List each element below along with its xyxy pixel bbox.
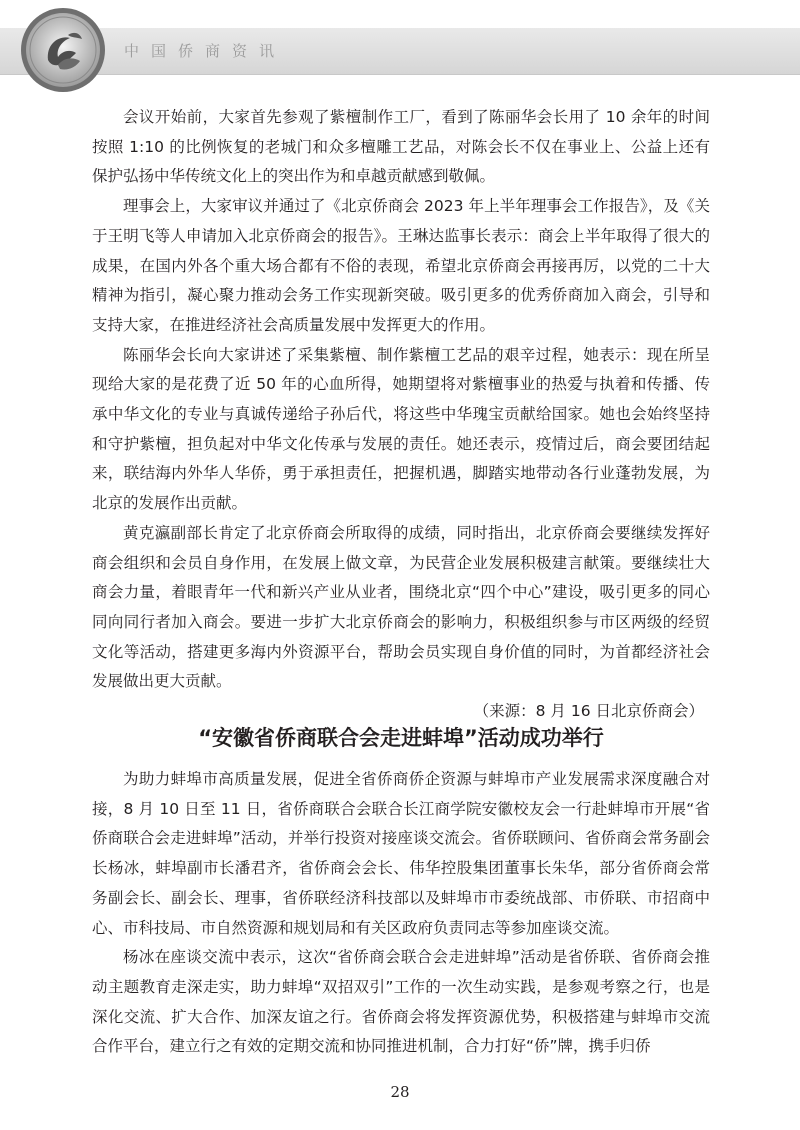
article-title: “安徽省侨商联合会走进蚌埠”活动成功举行 bbox=[198, 726, 604, 750]
page-number: 28 bbox=[390, 1083, 410, 1101]
article-body bbox=[92, 765, 710, 1062]
paragraph: 为助力蚌埠市高质量发展，促进全省侨商侨企资源与蚌埠市产业发展需求深度融合对接，8 月 10 日至 11 日，省侨商联合会联合长江商学院安徽校友会一行赴蚌埠市开展“省侨商联合会走进蚌埠”活动，并举行投资对接座谈交流会。省侨联顾问、省侨商会常务副会长杨冰，蚌埠副市长潘君齐，省侨商会会长、伟华控股集团董事长朱华，部分省侨商会常务副会长、副会长、理事，省侨联经济科技部以及蚌埠市市委统战部、市侨联、市招商中心、市科技局、市自然资源和规划局和有关区政府负责同志等参加座谈交流。 bbox=[92, 770, 710, 937]
logo-icon bbox=[18, 5, 108, 95]
paragraph: 陈丽华会长向大家讲述了采集紫檀、制作紫檀工艺品的艰辛过程，她表示：现在所呈现给大家的是花费了近 50 年的心血所得，她期望将对紫檀事业的热爱与执着和传播、传承中华文化的专业与真诚传递给子孙后代，将这些中华瑰宝贡献给国家。她也会始终坚持和守护紫檀，担负起对中华文化传承与发展的责任。她还表示，疫情过后，商会要团结起来，联结海内外华人华侨，勇于承担责任，把握机遇，脚踏实地带动各行业蓬勃发展，为北京的发展作出贡献。 bbox=[92, 345, 710, 513]
paragraph: 杨冰在座谈交流中表示，这次“省侨商会联合会走进蚌埠”活动是省侨联、省侨商会推动主题教育走深走实，助力蚌埠“双招双引”工作的一次生动实践，是参观考察之行，也是深化交流、扩大合作、加深友谊之行。省侨商会将发挥资源优势，积极搭建与蚌埠市交流合作平台，建立行之有效的定期交流和协同推进机制，合力打好“侨”牌，携手归侨 bbox=[92, 948, 710, 1056]
article-body bbox=[92, 103, 710, 727]
header-band bbox=[0, 28, 800, 75]
source-note: （来源：8 月 16 日北京侨商会） bbox=[473, 702, 704, 721]
paragraph: 会议开始前，大家首先参观了紫檀制作工厂，看到了陈丽华会长用了 10 余年的时间按照 1:10 的比例恢复的老城门和众多檀雕工艺品，对陈会长不仅在事业上、公益上还有保护弘扬中华传统文化上的突出作为和卓越贡献感到敬佩。 bbox=[92, 108, 710, 186]
header-title: 中国侨商资讯 bbox=[124, 42, 287, 60]
paragraph: 黄克瀛副部长肯定了北京侨商会所取得的成绩，同时指出，北京侨商会要继续发挥好商会组织和会员自身作用，在发展上做文章，为民营企业发展积极建言献策。要继续壮大商会力量，着眼青年一代和新兴产业从业者，围绕北京“四个中心”建设，吸引更多的同心同向同行者加入商会。要进一步扩大北京侨商会的影响力，积极组织参与市区两级的经贸文化等活动，搭建更多海内外资源平台，帮助会员实现自身价值的同时，为首都经济社会发展做出更大贡献。 bbox=[92, 523, 710, 691]
paragraph: 理事会上，大家审议并通过了《北京侨商会 2023 年上半年理事会工作报告》，及《关于王明飞等人申请加入北京侨商会的报告》。王琳达监事长表示：商会上半年取得了很大的成果，在国内外各个重大场合都有不俗的表现，希望北京侨商会再接再厉，以党的二十大精神为指引，凝心聚力推动会务工作实现新突破。吸引更多的优秀侨商加入商会，引导和支持大家，在推进经济社会高质量发展中发挥更大的作用。 bbox=[92, 197, 710, 334]
